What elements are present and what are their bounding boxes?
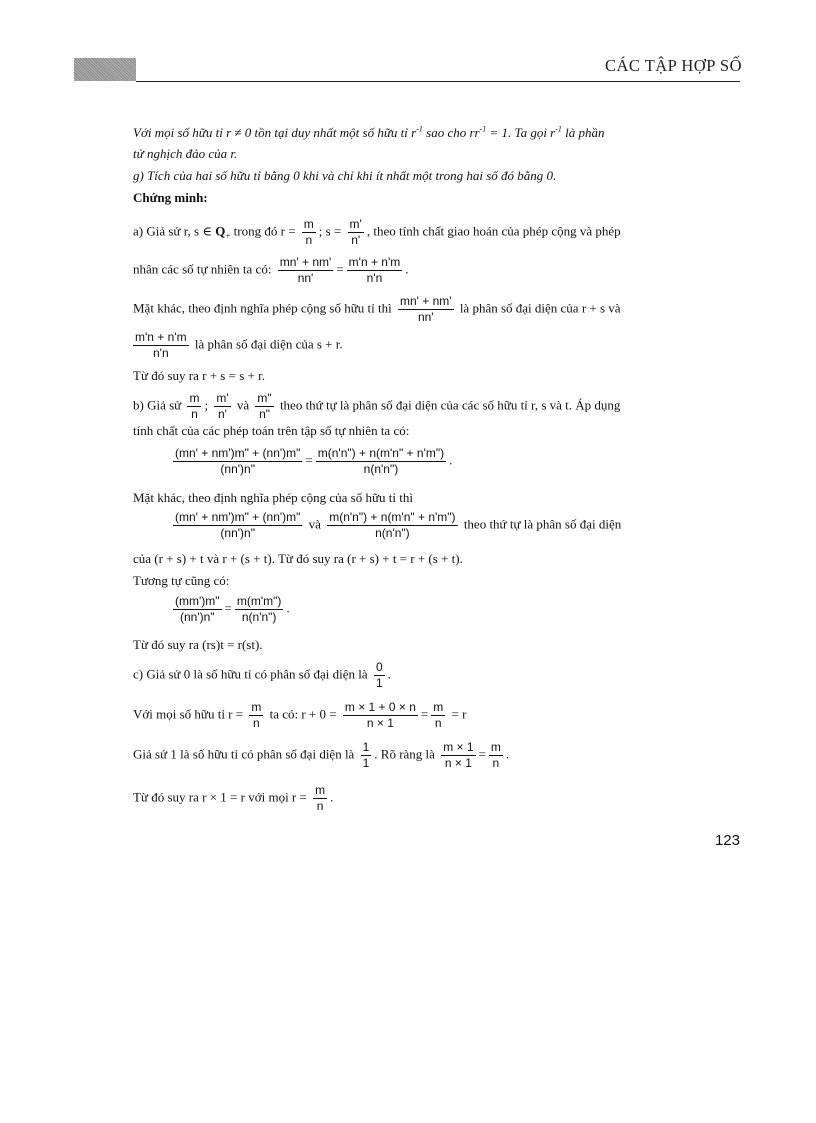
- fraction-m-n: $\frac{m}{n}$: [189, 391, 200, 421]
- fraction-m-n: $\frac{m}{n}$: [490, 740, 501, 770]
- proof-c-line-2: Với mọi số hữu tỉ r = $\frac{m}{n}$ ta có: r + 0 = $\frac{m \times 1 + 0 \times n}{n \times 1}$ = $\frac{m}{n}$ = r: [133, 700, 467, 730]
- fraction-m-n: $\frac{m}{n}$: [251, 700, 262, 730]
- proof-b-line-5: $\frac{(mn' + nm')m" + (nn')m"}{(nn')n"}$ và $\frac{m(n'n") + n(m'n" + n'm")}{n(n'n")}$ theo thứ tự là phân số đại diện: [175, 510, 622, 540]
- fraction-assoc-right: $\frac{m(n'n") + n(m'n" + n'm")}{n(n'n")}$: [329, 510, 456, 540]
- fraction-m-n: $\frac{m}{n}$: [303, 217, 314, 247]
- product-assoc-equation: $\frac{(mm')m"}{(nn')n"}$ = $\frac{m(m'm")}{n(n'n")}$ .: [175, 594, 290, 624]
- inverse-statement-line-2: tử nghịch đảo của r.: [133, 146, 238, 161]
- fraction-sum-rs: $\frac{mn' + nm'}{nn'}$: [279, 255, 332, 285]
- proof-b-conclusion: Từ đó suy ra (rs)t = r(st).: [133, 637, 263, 652]
- proof-a-line-3: Mặt khác, theo định nghĩa phép cộng số hữu tỉ thì $\frac{mn' + nm'}{nn'}$ là phân số đại diện của r + s và: [133, 294, 621, 324]
- inverse-statement-line-1: Với mọi số hữu tỉ r ≠ 0 tồn tại duy nhất một số hữu tỉ $r^{-1}$ sao cho $rr^{-1} = 1$. Ta gọi $r^{-1}$ là phần: [133, 124, 605, 140]
- page-number: 123: [714, 832, 740, 849]
- fraction-assoc-right: $\frac{m(n'n") + n(m'n" + n'm")}{n(n'n")}$: [317, 446, 445, 476]
- fraction-prod-left: $\frac{(mm')m"}{(nn')n"}$: [175, 594, 220, 624]
- chapter-title: CÁC TẬP HỢP SỐ: [604, 56, 742, 75]
- proof-a-conclusion: Từ đó suy ra r + s = s + r.: [133, 368, 265, 383]
- fraction-zero-one: $\frac{0}{1}$: [375, 660, 383, 690]
- proof-b-line-2: tính chất của các phép toán trên tập số tự nhiên ta có:: [133, 423, 410, 438]
- proof-heading: Chứng minh:: [133, 190, 208, 205]
- fraction-prod-right: $\frac{m(m'm")}{n(n'n")}$: [236, 594, 282, 624]
- fraction-sum-sr: $\frac{m'n + n'm}{n'n}$: [348, 255, 401, 285]
- proof-a-line-2: nhân các số tự nhiên ta có: $\frac{mn' + nm'}{nn'}$ = $\frac{m'n + n'm}{n'n}$ .: [133, 255, 409, 285]
- proof-c-line-3: Giả sử 1 là số hữu tỉ có phân số đại diện là $\frac{1}{1}$ . Rõ ràng là $\frac{m \times 1}{n \times 1}$ = $\frac{m}{n}$ .: [133, 740, 510, 770]
- fraction-sum-sr: $\frac{m'n + n'm}{n'n}$: [135, 330, 187, 360]
- fraction-mul-one: $\frac{m \times 1}{n \times 1}$: [443, 740, 474, 770]
- fraction-mp-np: $\frac{m'}{n'}$: [216, 391, 229, 421]
- proof-c-line-1: c) Giả sử 0 là số hữu tỉ có phân số đại diện là $\frac{0}{1}$ .: [133, 660, 391, 690]
- fraction-one-one: $\frac{1}{1}$: [362, 740, 370, 770]
- header-rule: [136, 81, 740, 82]
- proof-b-line-1: b) Giả sử $\frac{m}{n}$ ; $\frac{m'}{n'}$ và $\frac{m"}{n"}$ theo thứ tự là phân số đại diện của các số hữu tỉ r, s và t. Áp dụng: [133, 391, 621, 421]
- fraction-add-zero: $\frac{m \times 1 + 0 \times n}{n \times 1}$: [344, 700, 416, 730]
- proof-b-line-4: Mặt khác, theo định nghĩa phép cộng của số hữu tỉ thì: [133, 490, 413, 505]
- fraction-mp-np: $\frac{m'}{n'}$: [349, 217, 362, 247]
- proof-a-line-4: $\frac{m'n + n'm}{n'n}$ là phân số đại diện của s + r.: [135, 330, 343, 360]
- proof-b-line-7: Tương tự cũng có:: [133, 573, 230, 588]
- assoc-equation: $\frac{(mn' + nm')m" + (nn')m"}{(nn')n"}$ = $\frac{m(n'n") + n(m'n" + n'm")}{n(n'n")}$ .: [175, 446, 453, 476]
- proof-c-line-4: Từ đó suy ra r × 1 = r với mọi r = $\frac{m}{n}$ .: [133, 783, 334, 813]
- fraction-assoc-left: $\frac{(mn' + nm')m" + (nn')m"}{(nn')n"}$: [175, 446, 301, 476]
- proof-b-line-6: của (r + s) + t và r + (s + t). Từ đó suy ra (r + s) + t = r + (s + t).: [133, 551, 463, 566]
- fraction-mpp-npp: $\frac{m"}{n"}$: [257, 391, 272, 421]
- fraction-sum-rs: $\frac{mn' + nm'}{nn'}$: [399, 294, 452, 324]
- header-decoration: [74, 58, 136, 81]
- proof-a-line-1: a) Giả sử r, s ∈ $Q_+$ trong đó r = $\frac{m}{n}$ ; s = $\frac{m'}{n'}$ , theo tính chất giao hoán của phép cộng và phép: [133, 217, 621, 247]
- fraction-m-n: $\frac{m}{n}$: [433, 700, 444, 730]
- statement-g: g) Tích của hai số hữu tỉ bằng 0 khi và chỉ khi ít nhất một trong hai số đó bằng 0.: [133, 168, 557, 183]
- fraction-m-n: $\frac{m}{n}$: [315, 783, 326, 813]
- fraction-assoc-left: $\frac{(mn' + nm')m" + (nn')m"}{(nn')n"}$: [175, 510, 301, 540]
